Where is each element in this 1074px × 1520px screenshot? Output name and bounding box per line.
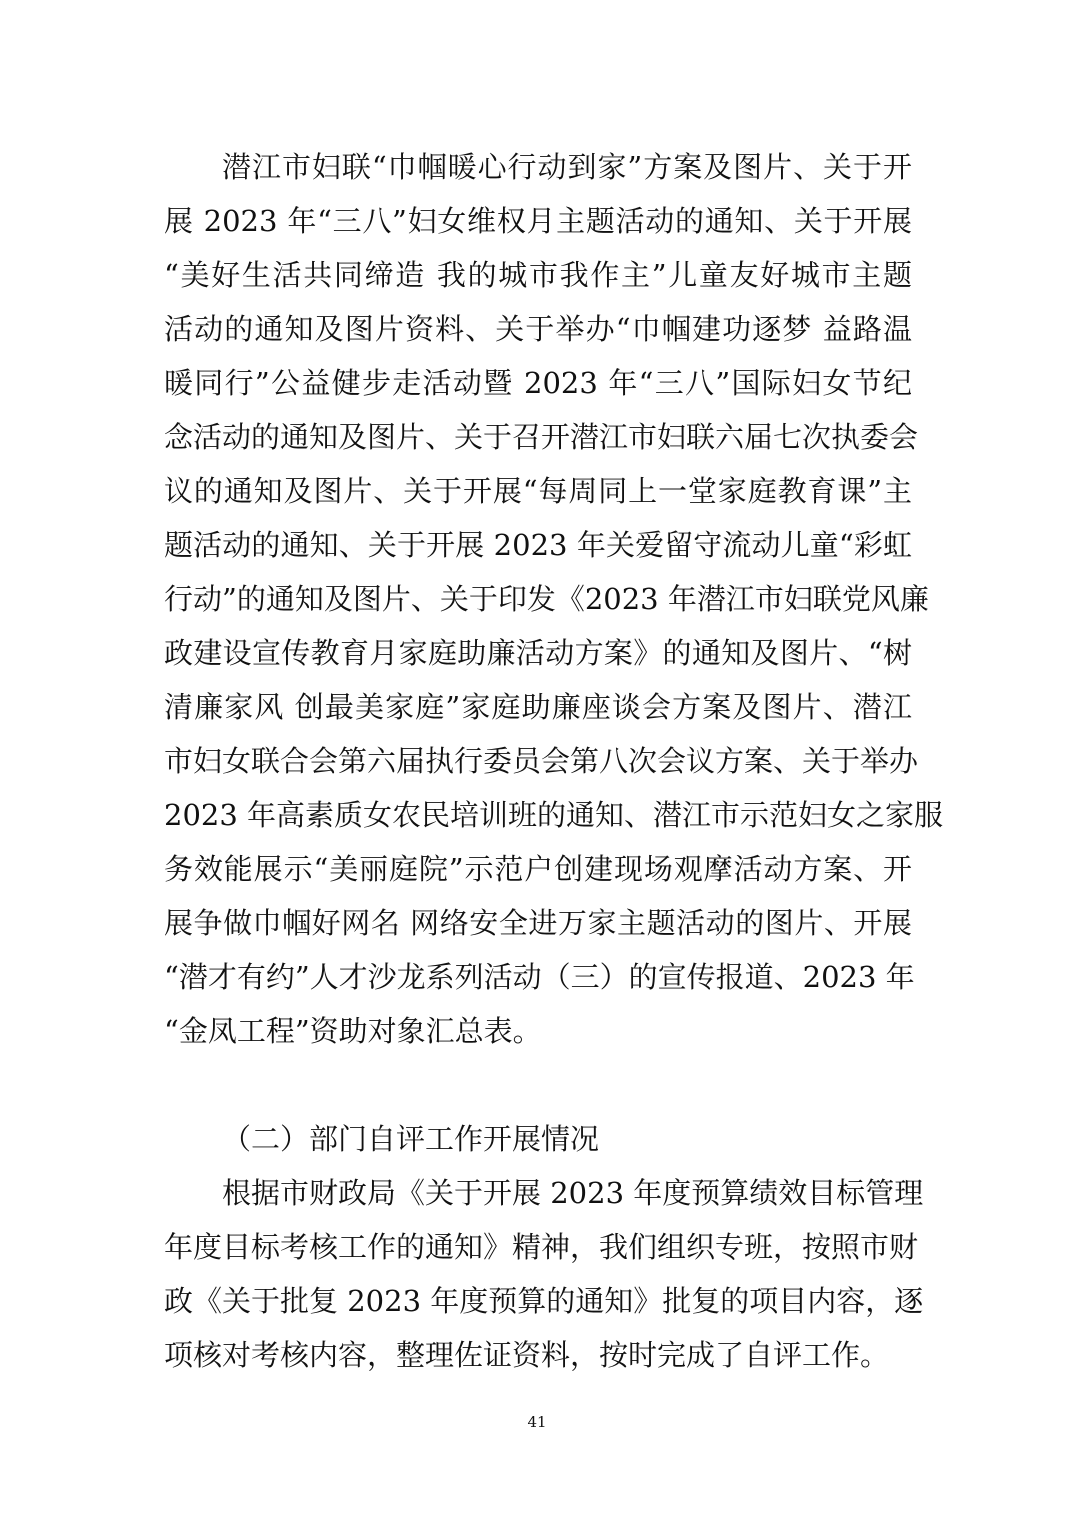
document-body <box>164 140 944 1382</box>
paragraph-line: 行动”的通知及图片、关于印发《2023 年潜江市妇联党风廉 <box>164 582 929 616</box>
paragraph-line: 展 2023 年“三八”妇女维权月主题活动的通知、关于开展 <box>164 204 912 238</box>
paragraph-line: 潜江市妇联“巾帼暖心行动到家”方案及图片、关于开 <box>222 150 912 184</box>
paragraph-line: 根据市财政局《关于开展 2023 年度预算绩效目标管理 <box>222 1176 924 1210</box>
paragraph-line: 年度目标考核工作的通知》精神，我们组织专班，按照市财 <box>164 1230 919 1264</box>
paragraph-line: 展争做巾帼好网名 网络安全进万家主题活动的图片、开展 <box>164 906 912 940</box>
paragraph-line: 活动的通知及图片资料、关于举办“巾帼建功逐梦 益路温 <box>164 312 912 346</box>
paragraph-line: 议的通知及图片、关于开展“每周同上一堂家庭教育课”主 <box>164 474 912 508</box>
paragraph-line: “美好生活共同缔造 我的城市我作主”儿童友好城市主题 <box>164 258 912 292</box>
paragraph-line: 清廉家风 创最美家庭”家庭助廉座谈会方案及图片、潜江 <box>164 690 912 724</box>
paragraph-line: 政建设宣传教育月家庭助廉活动方案》的通知及图片、“树 <box>164 636 912 670</box>
paragraph-line: 念活动的通知及图片、关于召开潜江市妇联六届七次执委会 <box>164 420 919 454</box>
paragraph-attachments-list <box>164 140 944 1058</box>
paragraph-line: 市妇女联合会第六届执行委员会第八次会议方案、关于举办 <box>164 744 919 778</box>
paragraph-line: 2023 年高素质女农民培训班的通知、潜江市示范妇女之家服 <box>164 798 944 832</box>
paragraph-line: “潜才有约”人才沙龙系列活动（三）的宣传报道、2023 年 <box>164 960 915 994</box>
paragraph-line: 题活动的通知、关于开展 2023 年关爱留守流动儿童“彩虹 <box>164 528 912 562</box>
paragraph-line: 项核对考核内容，整理佐证资料，按时完成了自评工作。 <box>164 1338 890 1372</box>
paragraph-line: 暖同行”公益健步走活动暨 2023 年“三八”国际妇女节纪 <box>164 366 912 400</box>
paragraph-line: “金凤工程”资助对象汇总表。 <box>164 1014 542 1048</box>
page-number: 41 <box>527 1413 547 1431</box>
paragraph-line: 政《关于批复 2023 年度预算的通知》批复的项目内容，逐 <box>164 1284 924 1318</box>
paragraph-self-evaluation <box>164 1166 924 1382</box>
paragraph-spacer <box>164 1058 912 1112</box>
paragraph-line: 务效能展示“美丽庭院”示范户创建现场观摩活动方案、开 <box>164 852 912 886</box>
section-heading: （二）部门自评工作开展情况 <box>222 1122 600 1156</box>
